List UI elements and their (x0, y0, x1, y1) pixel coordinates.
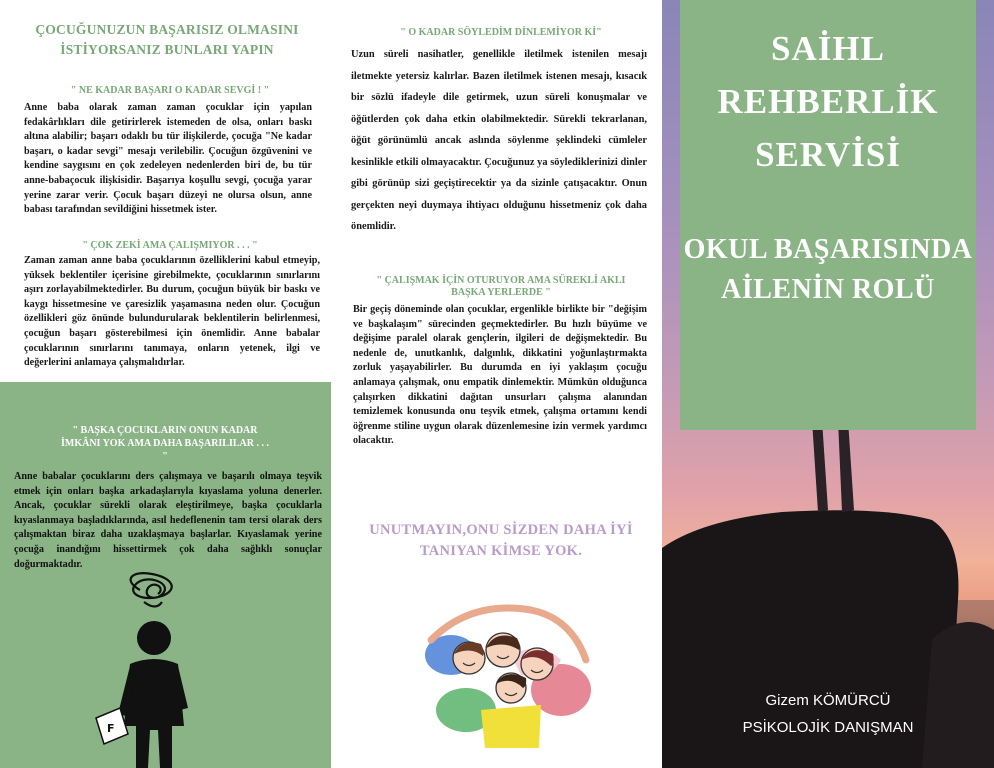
section-title-focus: " ÇALIŞMAK İÇİN OTURUYOR AMA SÜREKLİ AKLI BAŞKA YERLERDE " (376, 275, 626, 298)
section-title-love: " NE KADAR BAŞARI O KADAR SEVGİ ! " (70, 85, 270, 96)
cover-panel (662, 0, 994, 768)
section-title-listening: " O KADAR SÖYLEDİM DİNLEMİYOR Kİ" (400, 27, 602, 38)
author-role: PSİKOLOJİK DANIŞMAN (742, 719, 914, 736)
reminder-quote: UNUTMAYIN,ONU SİZDEN DAHA İYİ TANIYAN KİMSE YOK. (369, 522, 633, 559)
section-title-comparison: " BAŞKA ÇOCUKLARIN ONUN KADAR İMKÂNI YOK AMA DAHA BAŞARILILAR . . . " (61, 425, 269, 462)
svg-text:F: F (107, 722, 115, 735)
middle-panel (331, 0, 662, 768)
section-body-smart: Zaman zaman anne baba çocuklarının özelliklerini kabul etmeyip, yüksek beklentiler içerisine girebilmekte, çocuklarının sınırlarını aşırı zorlayabilmektedirler. Bu durum, çocuğun büyük bir baskı ve kaygı hissetmesine ve çaresizlik yaşamasına neden olur. Çocuğun özellikleri göz önünde bulundurularak beklentilerin belirlenmesi, çocuğun başarı gösterebilmesi için önemlidir. Anne babalar çocuklarının sınırlarını tanımaya, onların yetenek, ilgi ve değerlerini anlamaya çalışmalıdırlar. (24, 255, 320, 369)
stressed-student-icon (92, 568, 212, 768)
section-body-comparison: Anne babalar çocuklarını ders çalışmaya ve başarılı olmaya teşvik etmek için onları başka arkadaşlarıyla kıyaslama yoluna denerler. Ancak, çocuklar sürekli olarak eleştirilmeye, başka çocuklarla kıyaslanmaya başladıklarında, asıl hedeflenenin tam tersi olarak ders çalışmaktan biraz daha uzaklaşmaya başlarlar. Kıyaslamak yerine çocuğa inandığını hissettirmek çok daha sağlıklı sonuçlar doğurmaktadır. (14, 471, 322, 570)
section-body-listening: Uzun süreli nasihatler, genellikle iletilmek istenilen mesajı iletmekte yetersiz kalırlar. Bazen iletilmek istenen mesajı, kısacık bir sözlü ifadeyle dile getirmek, uzun süreli konuşmalar ve öğütlerden çok daha etkin olabilmektedir. Sürekli tekrarlanan, öğüt görünümlü ancak aslında söylenme şeklindeki cümleler kesinlikle etkili olmayacaktır. Çocuğunuz ya söylediklerinizi dinler gibi görünüp sizi geçiştirecektir ya da sizinle çatışacaktır. Onun gerçekten neyi duymaya ihtiyacı olduğunu hissetmeniz çok daha önemlidir. (351, 49, 647, 232)
left-panel-title: ÇOCUĞUNUZUN BAŞARISIZ OLMASINI İSTİYORSANIZ BUNLARI YAPIN (35, 22, 299, 57)
section-body-focus: Bir geçiş döneminde olan çocuklar, ergenlikle birlikte bir "değişim ve başkalaşım" sürecinden geçmektedirler. Bu hızlı büyüme ve değişime paralel olarak gençlerin, ilgileri de değişmektedir. Bu nedenle de, unutkanlık, dalgınlık, dikkatini yoğunlaştırmakta zorluk yaşayabilirler. Bu durumda en iyi yaklaşım çocuğu anlamaya çalışmak, onu empatik dinlemektir. Mümkün olduğunca çalışırken dikkatini dağıtan unsurları çalışma alanından temizlemek konusunda onu teşvik etmek, çalışma ortamını kendi öğrenme stiline uygun olarak düzenlemesine izin vermek yardımcı olacaktır. (353, 304, 647, 447)
brochure-subtitle: OKUL BAŞARISINDA AİLENİN ROLÜ (683, 234, 973, 305)
section-body-love: Anne baba olarak zaman zaman çocuklar için yapılan fedakârlıkları dile getirirlerek istemeden de olsa, onları baskı altına alabilir; başarı odaklı bu tür ilişkilerde, çocuğa "Ne kadar başarı, o kadar sevgi" mesajı verilebilir. Çocuğun özgüvenini ve kendine saygısını en çok zedeleyen nedenlerden biri de, bu tür anne-babaçocuk ilişkisidir. Başarıya koşullu sevgi, çocuğa yarar yerine zarar verir. Çocuk başarı düzeyi ne olursa olsun, anne babası tarafından sevildiğini hissetmek ister. (24, 102, 312, 216)
author-name: Gizem KÖMÜRCÜ (765, 692, 891, 709)
left-panel (0, 0, 331, 768)
family-hug-icon (411, 600, 601, 750)
org-title: SAİHL REHBERLİK SERVİSİ (717, 29, 939, 174)
section-title-smart: " ÇOK ZEKİ AMA ÇALIŞMIYOR . . . " (82, 240, 258, 251)
cover-title-panel (680, 0, 976, 430)
